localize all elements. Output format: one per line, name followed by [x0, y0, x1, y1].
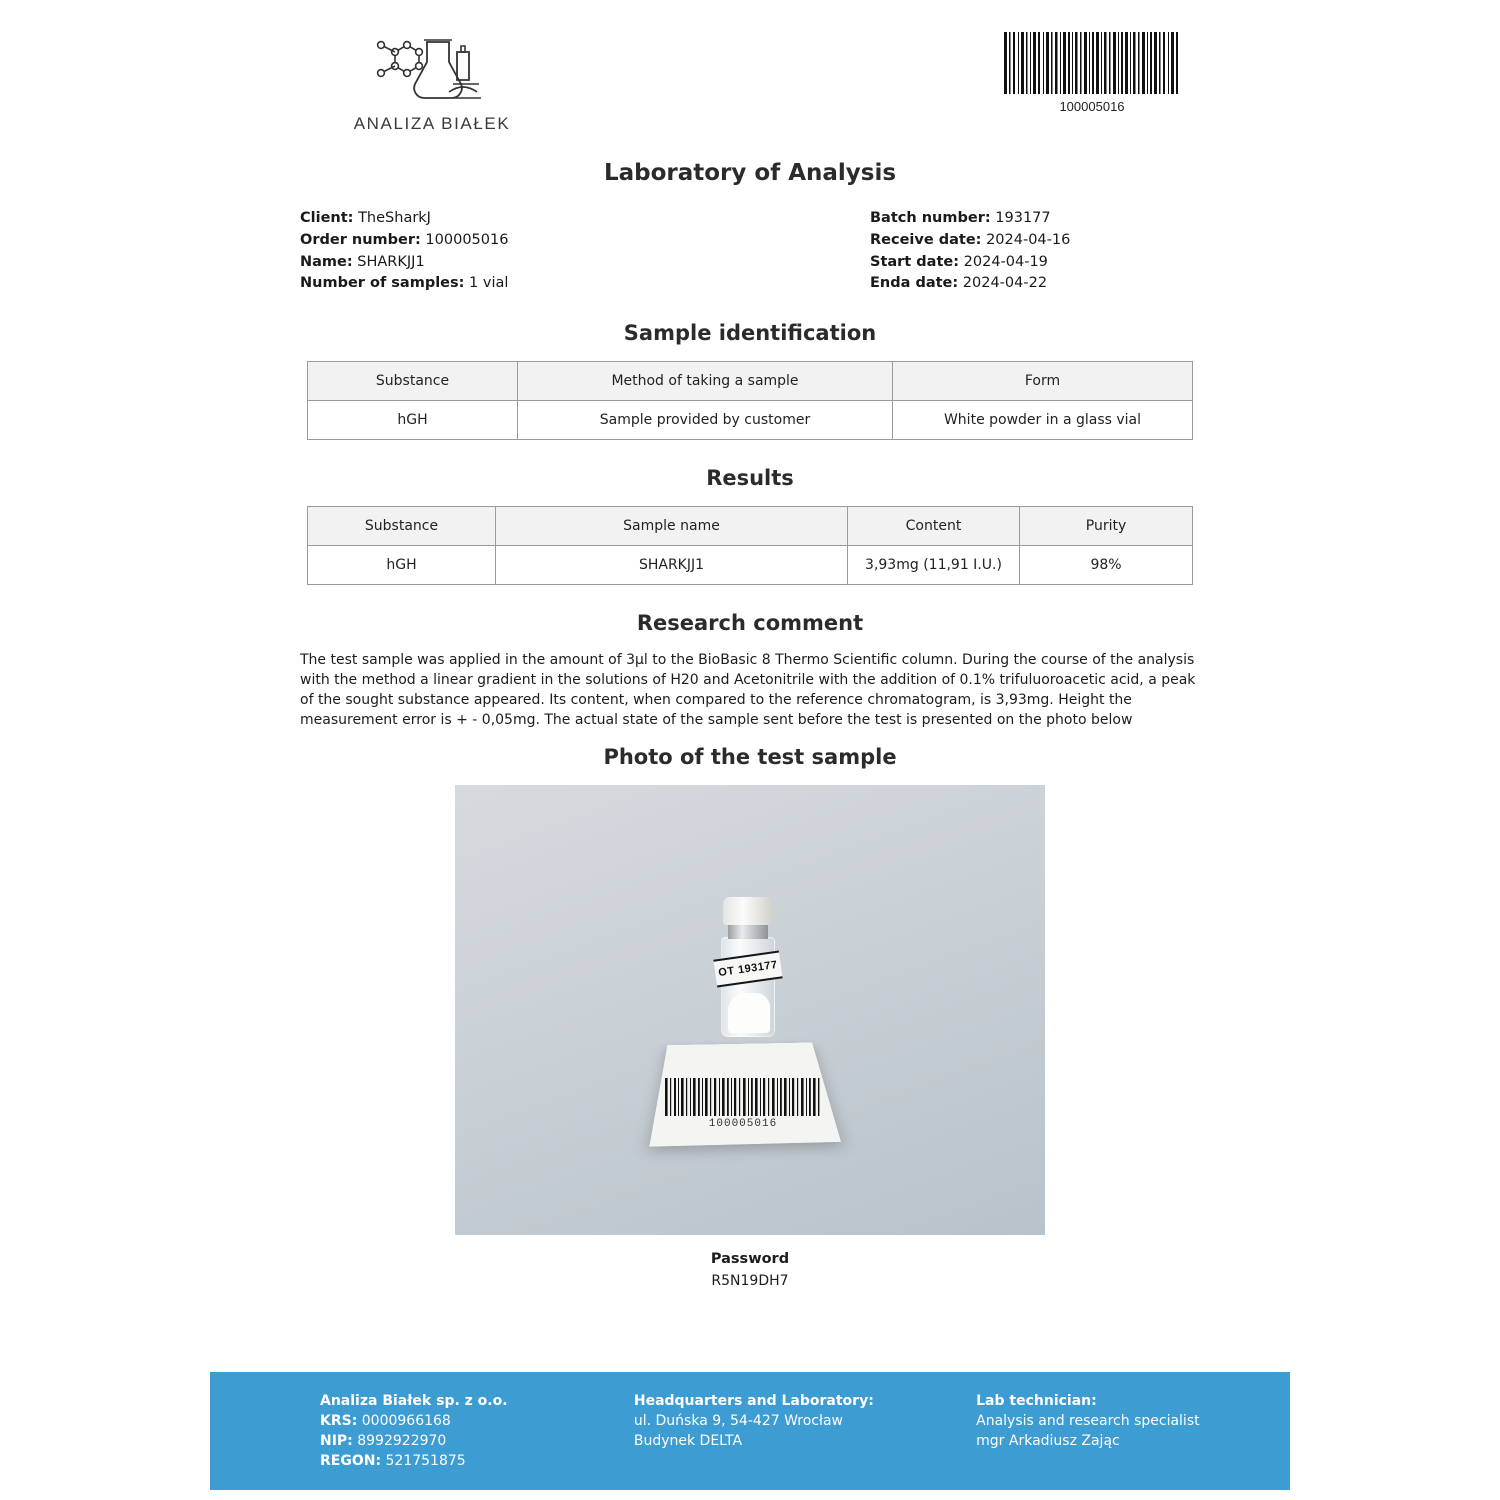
meta-batch-number — [870, 208, 1200, 230]
footer-technician — [976, 1392, 1290, 1490]
meta-name — [300, 252, 750, 274]
meta-order-number-label: Order number: — [300, 231, 421, 248]
photo-title: Photo of the test sample — [603, 744, 897, 769]
footer-headquarters-title: Headquarters and Laboratory: — [633, 1393, 874, 1409]
meta-end-date — [870, 273, 1200, 295]
footer-company-name: Analiza Białek sp. z o.o. — [320, 1393, 508, 1409]
password-label: Password — [710, 1250, 790, 1267]
footer-technician-title: Lab technician: — [976, 1393, 1097, 1409]
footer-headquarters-line1: ul. Duńska 9, 54-427 Wrocław — [633, 1412, 844, 1429]
meta-name-label: Name: — [300, 253, 353, 270]
footer-regon-label: REGON: — [320, 1452, 382, 1469]
photo-barcode-number: 100005016 — [708, 1117, 778, 1130]
footer-nip-label: NIP: — [320, 1432, 353, 1449]
footer-headquarters-line2: Budynek DELTA — [633, 1432, 743, 1449]
footer-regon-value: 521751875 — [381, 1452, 466, 1469]
sample-identification-table — [307, 361, 1193, 440]
footer-company — [320, 1392, 634, 1490]
page-title: Laboratory of Analysis — [603, 160, 897, 186]
vial-cap — [723, 897, 773, 925]
col-substance: Substance — [308, 507, 496, 546]
vial-label: OT 193177 — [713, 950, 782, 987]
cell-form: White powder in a glass vial — [893, 401, 1193, 440]
meta-start-date-value: 2024-04-19 — [963, 253, 1048, 270]
order-metadata — [300, 208, 1200, 295]
brand-logo — [322, 22, 542, 134]
footer-technician-line1: Analysis and research specialist — [976, 1412, 1200, 1429]
col-purity: Purity — [1020, 507, 1193, 546]
sample-identification-title: Sample identification — [623, 321, 877, 345]
footer-krs-value: 0000966168 — [357, 1412, 451, 1429]
sample-photo-image — [455, 785, 1045, 1235]
meta-number-of-samples-value: 1 vial — [469, 275, 509, 292]
meta-client-label: Client: — [300, 210, 354, 226]
meta-name-value: SHARKJJ1 — [357, 253, 425, 270]
password-block — [0, 1251, 1500, 1289]
footer-krs-label: KRS: — [320, 1412, 358, 1429]
metadata-right-column — [750, 208, 1200, 295]
footer-regon — [320, 1452, 610, 1472]
footer-nip-value: 8992922970 — [352, 1432, 447, 1449]
cell-substance: hGH — [308, 401, 518, 440]
meta-client-value: TheSharkJ — [358, 210, 431, 226]
col-substance: Substance — [308, 362, 518, 401]
meta-client — [300, 208, 750, 230]
footer-technician-line2: mgr Arkadiusz Zając — [976, 1432, 1120, 1449]
footer-krs — [320, 1412, 610, 1432]
cell-purity: 98% — [1020, 546, 1193, 585]
cell-content: 3,93mg (11,91 I.U.) — [848, 546, 1020, 585]
sample-vial — [717, 897, 779, 1037]
brand-name: ANALIZA BIAŁEK — [353, 114, 511, 133]
metadata-left-column — [300, 208, 750, 295]
password-value: R5N19DH7 — [711, 1272, 789, 1289]
lab-flask-microscope-icon — [357, 22, 507, 110]
col-content: Content — [848, 507, 1020, 546]
cell-sample-name: SHARKJJ1 — [496, 546, 848, 585]
meta-end-date-label: Enda date: — [870, 275, 959, 292]
col-method: Method of taking a sample — [518, 362, 893, 401]
barcode-icon — [663, 1078, 823, 1116]
meta-end-date-value: 2024-04-22 — [962, 275, 1048, 292]
meta-order-number-value: 100005016 — [425, 231, 509, 248]
cell-substance: hGH — [308, 546, 496, 585]
document-footer — [210, 1372, 1290, 1490]
table-header-row — [308, 362, 1193, 401]
col-form: Form — [893, 362, 1193, 401]
meta-number-of-samples-label: Number of samples: — [300, 275, 465, 292]
footer-headquarters — [634, 1392, 976, 1490]
results-table — [307, 506, 1193, 585]
meta-start-date-label: Start date: — [870, 253, 960, 270]
document-header — [0, 0, 1500, 150]
research-comment-title: Research comment — [636, 611, 864, 635]
table-row — [308, 401, 1193, 440]
meta-batch-number-value: 193177 — [995, 210, 1051, 226]
meta-batch-number-label: Batch number: — [870, 210, 991, 226]
meta-order-number — [300, 230, 750, 252]
meta-start-date — [870, 252, 1200, 274]
meta-receive-date-value: 2024-04-16 — [986, 231, 1071, 248]
barcode-number: 100005016 — [1059, 99, 1125, 114]
meta-number-of-samples — [300, 273, 750, 295]
cell-method: Sample provided by customer — [518, 401, 893, 440]
meta-receive-date — [870, 230, 1200, 252]
table-header-row — [308, 507, 1193, 546]
results-title: Results — [706, 466, 794, 490]
sample-photo — [455, 785, 1045, 1235]
barcode-icon — [1002, 32, 1180, 94]
order-barcode — [1002, 32, 1182, 114]
meta-receive-date-label: Receive date: — [870, 231, 982, 248]
photo-barcode — [663, 1078, 823, 1130]
col-sample-name: Sample name — [496, 507, 848, 546]
research-comment-text: The test sample was applied in the amount of 3µl to the BioBasic 8 Thermo Scientific column. During the course of the analysis with the method a linear gradient in the solutions of H20 and Acetonitrile with the addition of 0.1% trifuluoroacetic acid, a peak of the sought substance appeared. Its content, when compared to the reference chromatogram, is 3,93mg. Height the measurement error is + - 0,05mg. The actual state of the sample sent before the test is presented on the photo below — [300, 652, 1196, 728]
vial-neck — [728, 923, 768, 939]
footer-nip — [320, 1432, 610, 1452]
table-row — [308, 546, 1193, 585]
vial-powder — [728, 993, 770, 1033]
